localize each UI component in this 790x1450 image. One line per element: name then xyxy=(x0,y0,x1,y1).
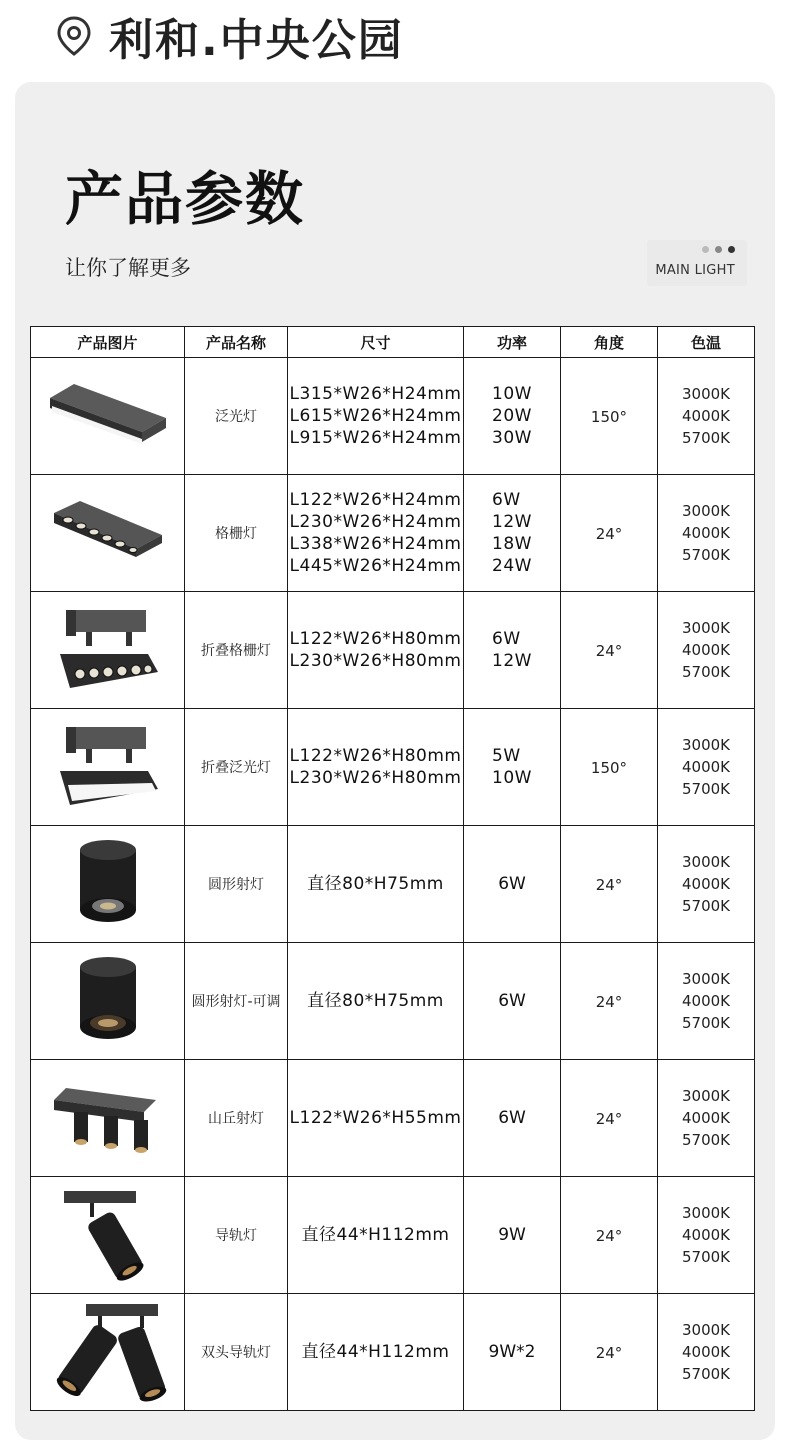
product-name-cell xyxy=(185,826,288,943)
size-value: L315*W26*H24mm xyxy=(289,384,462,404)
angle-value: 24° xyxy=(595,1226,623,1245)
color-temp-value: 3000K xyxy=(681,619,730,637)
product-name: 圆形射灯 xyxy=(208,877,264,893)
size-value: L615*W26*H24mm xyxy=(289,406,462,426)
size-value: L230*W26*H80mm xyxy=(289,651,462,671)
product-power-cell xyxy=(464,1177,561,1294)
product-color-temp-cell xyxy=(658,1294,755,1411)
table-row xyxy=(31,358,755,475)
track-light-icon xyxy=(31,1185,184,1285)
color-temp-value: 3000K xyxy=(681,1204,730,1222)
product-angle-cell xyxy=(561,709,658,826)
badge-dot xyxy=(702,246,709,253)
folding-grille-light-icon xyxy=(31,602,184,698)
power-value: 6W xyxy=(492,490,521,510)
angle-value: 150° xyxy=(590,758,628,777)
power-value: 12W xyxy=(492,512,532,532)
size-value: L122*W26*H80mm xyxy=(289,746,462,766)
product-name: 折叠泛光灯 xyxy=(201,760,271,776)
project-title: 利和.中央公园 xyxy=(109,15,404,66)
main-light-badge xyxy=(647,240,747,286)
hill-spotlight-icon xyxy=(31,1078,184,1158)
product-size-cell xyxy=(288,592,464,709)
power-value: 9W xyxy=(498,1225,526,1245)
product-name-cell xyxy=(185,592,288,709)
product-image-cell xyxy=(31,943,185,1060)
product-angle-cell xyxy=(561,1177,658,1294)
badge-dots xyxy=(702,246,735,253)
column-header-power: 功率 xyxy=(464,327,561,358)
grille-light-icon xyxy=(31,493,184,573)
product-name: 圆形射灯-可调 xyxy=(191,994,281,1010)
product-size-cell xyxy=(288,475,464,592)
product-size-cell xyxy=(288,1294,464,1411)
size-value: L122*W26*H80mm xyxy=(289,629,462,649)
product-spec-table xyxy=(30,326,755,1411)
angle-value: 24° xyxy=(595,1343,623,1362)
color-temp-value: 4000K xyxy=(681,641,730,659)
color-temp-value: 4000K xyxy=(681,1343,730,1361)
power-value: 30W xyxy=(492,428,532,448)
product-angle-cell xyxy=(561,1294,658,1411)
product-size-cell xyxy=(288,1177,464,1294)
product-name-cell xyxy=(185,475,288,592)
power-value: 5W xyxy=(492,746,521,766)
product-color-temp-cell xyxy=(658,943,755,1060)
product-name-cell xyxy=(185,1294,288,1411)
product-color-temp-cell xyxy=(658,592,755,709)
size-value: L445*W26*H24mm xyxy=(289,556,462,576)
linear-floodlight-icon xyxy=(31,376,184,456)
color-temp-value: 5700K xyxy=(681,546,730,564)
color-temp-value: 3000K xyxy=(681,1087,730,1105)
color-temp-value: 3000K xyxy=(681,502,730,520)
color-temp-value: 5700K xyxy=(681,1014,730,1032)
size-value: L230*W26*H80mm xyxy=(289,768,462,788)
power-value: 24W xyxy=(492,556,532,576)
product-angle-cell xyxy=(561,358,658,475)
color-temp-value: 3000K xyxy=(681,1321,730,1339)
power-value: 12W xyxy=(492,651,532,671)
double-track-light-icon xyxy=(31,1300,184,1404)
power-value: 18W xyxy=(492,534,532,554)
table-row xyxy=(31,592,755,709)
product-power-cell xyxy=(464,1060,561,1177)
color-temp-value: 5700K xyxy=(681,429,730,447)
color-temp-value: 5700K xyxy=(681,780,730,798)
product-power-cell xyxy=(464,826,561,943)
round-spotlight-adjustable-icon xyxy=(31,953,184,1049)
column-header-size: 尺寸 xyxy=(288,327,464,358)
badge-dot xyxy=(715,246,722,253)
product-power-cell xyxy=(464,1294,561,1411)
page-header xyxy=(55,8,404,64)
product-name: 折叠格栅灯 xyxy=(201,643,271,659)
column-header-color-temp: 色温 xyxy=(658,327,755,358)
product-name-cell xyxy=(185,358,288,475)
product-angle-cell xyxy=(561,475,658,592)
product-image-cell xyxy=(31,1060,185,1177)
table-row xyxy=(31,1060,755,1177)
product-image-cell xyxy=(31,1177,185,1294)
badge-label: MAIN LIGHT xyxy=(655,263,735,278)
angle-value: 24° xyxy=(595,1109,623,1128)
color-temp-value: 5700K xyxy=(681,897,730,915)
product-name: 泛光灯 xyxy=(215,409,257,425)
product-color-temp-cell xyxy=(658,1177,755,1294)
power-value: 20W xyxy=(492,406,532,426)
product-power-cell xyxy=(464,475,561,592)
product-name-cell xyxy=(185,1060,288,1177)
power-value: 10W xyxy=(492,768,532,788)
product-angle-cell xyxy=(561,1060,658,1177)
section-subheading: 让你了解更多 xyxy=(65,256,191,280)
power-value: 9W*2 xyxy=(488,1342,536,1362)
color-temp-value: 3000K xyxy=(681,385,730,403)
angle-value: 150° xyxy=(590,407,628,426)
product-power-cell xyxy=(464,943,561,1060)
product-image-cell xyxy=(31,475,185,592)
product-size-cell xyxy=(288,709,464,826)
color-temp-value: 4000K xyxy=(681,1109,730,1127)
color-temp-value: 4000K xyxy=(681,875,730,893)
color-temp-value: 5700K xyxy=(681,1248,730,1266)
product-color-temp-cell xyxy=(658,709,755,826)
product-name: 格栅灯 xyxy=(215,526,257,542)
size-value: L122*W26*H24mm xyxy=(289,490,462,510)
product-name: 双头导轨灯 xyxy=(201,1345,271,1361)
product-color-temp-cell xyxy=(658,475,755,592)
product-size-cell xyxy=(288,943,464,1060)
color-temp-value: 3000K xyxy=(681,970,730,988)
location-pin-icon xyxy=(55,15,93,57)
power-value: 6W xyxy=(498,1108,526,1128)
product-power-cell xyxy=(464,592,561,709)
product-color-temp-cell xyxy=(658,1060,755,1177)
product-color-temp-cell xyxy=(658,358,755,475)
color-temp-value: 4000K xyxy=(681,1226,730,1244)
section-heading: 产品参数 xyxy=(65,165,306,233)
round-spotlight-icon xyxy=(31,836,184,932)
color-temp-value: 5700K xyxy=(681,1131,730,1149)
column-header-angle: 角度 xyxy=(561,327,658,358)
product-image-cell xyxy=(31,709,185,826)
color-temp-value: 3000K xyxy=(681,853,730,871)
column-header-image: 产品图片 xyxy=(31,327,185,358)
size-value: 直径80*H75mm xyxy=(307,991,444,1011)
size-value: 直径44*H112mm xyxy=(301,1225,450,1245)
size-value: L338*W26*H24mm xyxy=(289,534,462,554)
column-header-name: 产品名称 xyxy=(185,327,288,358)
product-color-temp-cell xyxy=(658,826,755,943)
product-name: 山丘射灯 xyxy=(208,1111,264,1127)
size-value: 直径44*H112mm xyxy=(301,1342,450,1362)
size-value: L122*W26*H55mm xyxy=(289,1108,462,1128)
product-angle-cell xyxy=(561,826,658,943)
power-value: 6W xyxy=(498,991,526,1011)
angle-value: 24° xyxy=(595,524,623,543)
product-size-cell xyxy=(288,1060,464,1177)
size-value: L230*W26*H24mm xyxy=(289,512,462,532)
product-image-cell xyxy=(31,1294,185,1411)
table-row xyxy=(31,1294,755,1411)
color-temp-value: 4000K xyxy=(681,407,730,425)
color-temp-value: 3000K xyxy=(681,736,730,754)
table-row xyxy=(31,475,755,592)
product-size-cell xyxy=(288,826,464,943)
angle-value: 24° xyxy=(595,875,623,894)
product-power-cell xyxy=(464,358,561,475)
product-name-cell xyxy=(185,943,288,1060)
power-value: 10W xyxy=(492,384,532,404)
badge-dot xyxy=(728,246,735,253)
product-angle-cell xyxy=(561,592,658,709)
power-value: 6W xyxy=(492,629,521,649)
size-value: L915*W26*H24mm xyxy=(289,428,462,448)
color-temp-value: 4000K xyxy=(681,992,730,1010)
angle-value: 24° xyxy=(595,641,623,660)
product-size-cell xyxy=(288,358,464,475)
color-temp-value: 4000K xyxy=(681,758,730,776)
product-name: 导轨灯 xyxy=(215,1228,257,1244)
color-temp-value: 5700K xyxy=(681,1365,730,1383)
table-header-row xyxy=(31,327,755,358)
power-value: 6W xyxy=(498,874,526,894)
angle-value: 24° xyxy=(595,992,623,1011)
table-row xyxy=(31,709,755,826)
color-temp-value: 5700K xyxy=(681,663,730,681)
product-image-cell xyxy=(31,592,185,709)
product-angle-cell xyxy=(561,943,658,1060)
folding-floodlight-icon xyxy=(31,719,184,815)
product-power-cell xyxy=(464,709,561,826)
table-row xyxy=(31,943,755,1060)
product-image-cell xyxy=(31,358,185,475)
table-row xyxy=(31,826,755,943)
table-row xyxy=(31,1177,755,1294)
product-image-cell xyxy=(31,826,185,943)
size-value: 直径80*H75mm xyxy=(307,874,444,894)
product-name-cell xyxy=(185,709,288,826)
product-name-cell xyxy=(185,1177,288,1294)
color-temp-value: 4000K xyxy=(681,524,730,542)
